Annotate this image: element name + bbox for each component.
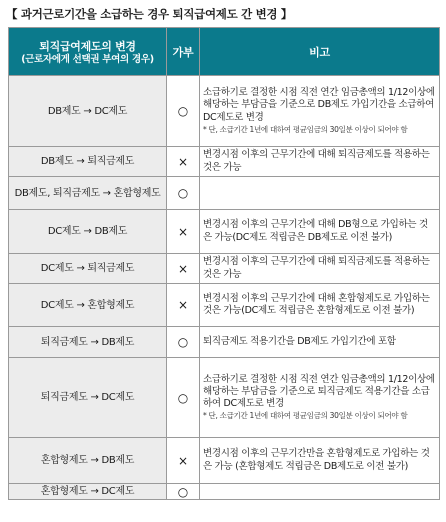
header-allowed: 가부 bbox=[167, 28, 200, 76]
table-row bbox=[9, 284, 440, 327]
header-change bbox=[9, 28, 167, 76]
row-allowed: ○ bbox=[167, 327, 200, 358]
remarks-text: 소급하기로 결정한 시점 직전 연간 임금총액의 1/12이상에 해당하는 부담금을 기준으로 DB제도 가입기간을 소급하여 DC제도로 변경 bbox=[203, 87, 435, 123]
remarks-note: * 단, 소급기간 1년에 대하여 평균임금의 30일분 이상이 되어야 함 bbox=[203, 124, 408, 134]
row-allowed: × bbox=[167, 438, 200, 484]
table-header-row bbox=[9, 28, 440, 76]
row-change: DC제도 → 퇴직금제도 bbox=[9, 254, 167, 284]
row-remarks: 변경시점 이후의 근무기간만을 혼합형제도로 가입하는 것은 가능 (혼합형제도 적립금은 DB제도로 이전 불가) bbox=[200, 438, 440, 484]
row-change: DB제도 → DC제도 bbox=[9, 76, 167, 147]
row-remarks: 변경시점 이후의 근무기간에 대해 퇴직금제도를 적용하는 것은 가능 bbox=[200, 147, 440, 177]
table-row bbox=[9, 254, 440, 284]
row-change: DB제도 → 퇴직금제도 bbox=[9, 147, 167, 177]
table-row bbox=[9, 147, 440, 177]
remarks-note: * 단, 소급기간 1년에 대하여 평균임금의 30일분 이상이 되어야 함 bbox=[203, 411, 408, 421]
table-row bbox=[9, 438, 440, 484]
table-row bbox=[9, 76, 440, 147]
row-allowed: × bbox=[167, 254, 200, 284]
retirement-plan-change-table bbox=[8, 27, 440, 500]
row-change: 혼합형제도 → DC제도 bbox=[9, 484, 167, 500]
table-row bbox=[9, 358, 440, 438]
row-change: DC제도 → 혼합형제도 bbox=[9, 284, 167, 327]
row-change: 퇴직금제도 → DC제도 bbox=[9, 358, 167, 438]
row-allowed: ○ bbox=[167, 358, 200, 438]
row-remarks bbox=[200, 358, 440, 438]
header-change-sub: (근로자에게 선택권 부여의 경우) bbox=[21, 53, 154, 65]
row-remarks bbox=[200, 76, 440, 147]
table-row bbox=[9, 177, 440, 210]
table-row bbox=[9, 327, 440, 358]
header-change-label: 퇴직급여제도의 변경 bbox=[39, 39, 136, 53]
row-allowed: × bbox=[167, 284, 200, 327]
row-allowed: ○ bbox=[167, 76, 200, 147]
row-change: 퇴직금제도 → DB제도 bbox=[9, 327, 167, 358]
remarks-text: 소급하기로 결정한 시점 직전 연간 임금총액의 1/12이상에 해당하는 부담금을 기준으로 퇴직금제도 적용기간을 소급하여 DC제도로 변경 bbox=[203, 373, 435, 410]
row-remarks bbox=[200, 177, 440, 210]
row-remarks: 변경시점 이후의 근무기간에 대해 퇴직금제도를 적용하는 것은 가능 bbox=[200, 254, 440, 284]
row-remarks: 변경시점 이후의 근무기간에 대해 DB형으로 가입하는 것은 가능(DC제도 적립금은 DB제도로 이전 불가) bbox=[200, 210, 440, 254]
row-change: DB제도, 퇴직금제도 → 혼합형제도 bbox=[9, 177, 167, 210]
table-row bbox=[9, 484, 440, 500]
row-remarks: 퇴직금제도 적용기간을 DB제도 가입기간에 포함 bbox=[200, 327, 440, 358]
table-row bbox=[9, 210, 440, 254]
row-remarks bbox=[200, 484, 440, 500]
row-remarks: 변경시점 이후의 근무기간에 대해 혼합형제도로 가입하는 것은 가능(DC제도 적립금은 혼합형제도로 이전 불가) bbox=[200, 284, 440, 327]
row-allowed: ○ bbox=[167, 484, 200, 500]
row-change: DC제도 → DB제도 bbox=[9, 210, 167, 254]
header-remarks: 비고 bbox=[200, 28, 440, 76]
page-title: 【 과거근로기간을 소급하는 경우 퇴직급여제도 간 변경 】 bbox=[6, 7, 293, 21]
row-allowed: ○ bbox=[167, 177, 200, 210]
row-change: 혼합형제도 → DB제도 bbox=[9, 438, 167, 484]
row-allowed: × bbox=[167, 210, 200, 254]
row-allowed: × bbox=[167, 147, 200, 177]
